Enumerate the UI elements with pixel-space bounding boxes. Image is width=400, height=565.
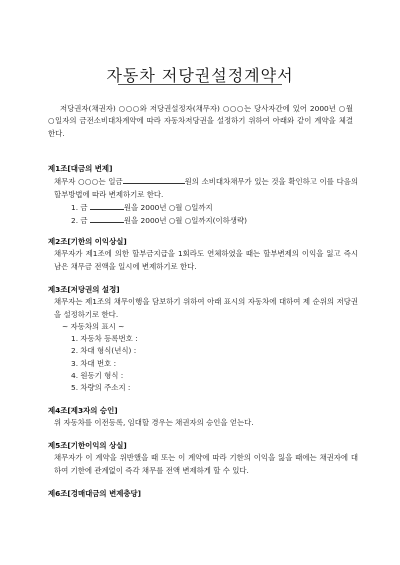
vehicle-list-title: ~ 자동차의 표시 ~	[62, 321, 125, 331]
article-4-body: 위 자동차를 이전등록, 임대할 경우는 채권자의 승인을 얻는다.	[54, 418, 254, 428]
installment-2-blank	[90, 214, 124, 223]
article-2-heading: 제2조[기한의 이익상실]	[48, 237, 127, 246]
article-1-text-b: 원의 소비대차채무가 있는 것을 확인하고 이를 다음의 할부방법에 따라 변제하기로 한다.	[54, 177, 358, 199]
installment-item-1: 1. 금 원을 2000년 ○월 ○일까지	[71, 202, 213, 212]
article-6-heading: 제6조[경매대금의 변제충당]	[48, 489, 142, 498]
article-1-heading: 제1조[대금의 변제]	[48, 164, 113, 173]
article-2	[48, 236, 358, 273]
amount-blank	[123, 175, 185, 184]
intro-paragraph: 저당권자(채권자) ○○○와 저당권설정자(채무자) ○○○는 당사자간에 있어 2000년 ○월 ○일자의 금전소비대차계약에 따라 자동차저당권을 설정하기 위하여 아래와 같이 계약을 체결한다.	[48, 104, 353, 138]
vehicle-field: 1. 자동차 등록번호 :	[71, 334, 138, 344]
article-5-body: 채무자가 이 계약을 위반했을 때 또는 이 계약에 따라 기한의 이익을 잃을 때에는 채권자에 대하여 기한에 관계없이 즉각 채무를 전액 변제하게 할 수 있다.	[54, 453, 358, 475]
article-1-text-a: 채무자 ○○○는 일금	[54, 177, 123, 187]
article-1	[48, 163, 358, 227]
article-5-heading: 제5조[기한이익의 상실]	[48, 441, 127, 450]
article-3-body: 채무자는 제1조의 채무이행을 담보하기 위하여 아래 표시의 자동차에 대하여 제 순위의 저당권을 설정하기로 한다.	[54, 297, 358, 319]
vehicle-field: 3. 차대 번호 :	[71, 358, 117, 368]
article-6	[48, 488, 358, 500]
vehicle-field: 4. 원동기 형식 :	[71, 371, 124, 381]
article-3	[48, 284, 358, 395]
article-2-body: 채무자가 제1조에 의한 할부금지급을 1회라도 연체하였을 때는 할부변제의 이익을 잃고 즉시 남은 채무금 전액을 일시에 변제하기로 한다.	[54, 249, 358, 271]
vehicle-field: 5. 차량의 주소지 :	[71, 383, 131, 393]
article-3-heading: 제3조[저당권의 설정]	[48, 285, 120, 294]
installment-1-blank	[90, 201, 124, 210]
vehicle-field: 2. 차대 형식(년식) :	[71, 346, 137, 356]
article-1-body	[48, 175, 358, 201]
article-4-heading: 제4조[제3자의 승인]	[48, 406, 118, 415]
title-underline	[118, 84, 282, 85]
article-5	[48, 440, 358, 477]
installment-item-2: 2. 금 원을 2000년 ○월 ○일까지(이하생략)	[71, 216, 247, 226]
document-title: 자동차 저당권설정계약서	[106, 66, 294, 85]
article-4	[48, 405, 358, 430]
